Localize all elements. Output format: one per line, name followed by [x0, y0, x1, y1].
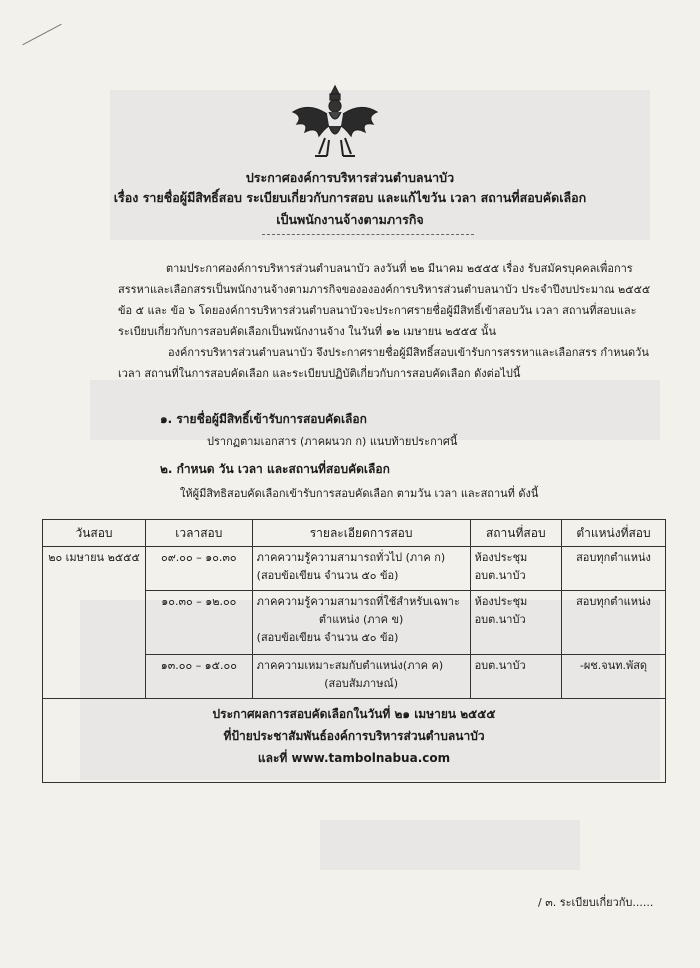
exam-position: สอบทุกตำแหน่ง: [576, 595, 651, 608]
exam-detail-line: (สอบข้อเขียน จำนวน ๕๐ ข้อ): [256, 569, 399, 582]
results-website-line: และที่ www.tambolnabua.com: [257, 751, 451, 765]
exam-place-line: อบต.นาบัว: [474, 659, 526, 672]
section-2-title: ๒. กำหนด วัน เวลา และสถานที่สอบคัดเลือก: [160, 462, 390, 476]
exam-time-cell: [146, 591, 253, 655]
exam-position-cell: [561, 591, 665, 655]
exam-place-cell: [470, 591, 561, 655]
exam-time: ๑๓.๐๐ – ๑๕.๐๐: [160, 659, 237, 672]
continued-on-next-page: / ๓. ระเบียบเกี่ยวกับ......: [538, 896, 654, 909]
exam-detail-line: ภาคความรู้ความสามารถทั่วไป (ภาค ก): [256, 551, 446, 564]
column-header-date: วันสอบ: [43, 520, 146, 547]
section-2-text: ให้ผู้มีสิทธิสอบคัดเลือกเข้ารับการสอบคัดเลือก ตามวัน เวลา และสถานที่ ดังนี้: [180, 487, 539, 500]
exam-place-line: อบต.นาบัว: [474, 569, 526, 582]
exam-detail-cell: [252, 591, 470, 655]
results-announcement-box: [42, 699, 666, 783]
exam-date: ๒๐ เมษายน ๒๕๕๕: [48, 551, 140, 564]
announcement-subject-line2: เป็นพนักงานจ้างตามภารกิจ: [276, 212, 424, 227]
pen-mark: [22, 24, 61, 46]
exam-detail-cell: [252, 547, 470, 591]
exam-time: ๐๙.๐๐ – ๑๐.๓๐: [161, 551, 237, 564]
announcement-subject: เรื่อง รายชื่อผู้มีสิทธิ์สอบ ระเบียบเกี่ยวกับการสอบ และแก้ไขวัน เวลา สถานที่สอบคัดเลือก: [113, 190, 587, 205]
exam-detail-line: ตำแหน่ง (ภาค ข): [318, 613, 404, 626]
exam-time: ๑๐.๓๐ – ๑๒.๐๐: [161, 595, 237, 608]
column-header-position: ตำแหน่งที่สอบ: [561, 520, 665, 547]
table-row: [43, 547, 666, 591]
exam-time-cell: [146, 547, 253, 591]
exam-date-cell: [43, 547, 146, 699]
exam-detail-line: ภาคความรู้ความสามารถที่ใช้สำหรับเฉพาะ: [256, 595, 460, 608]
header-divider: [262, 234, 474, 235]
results-date-line: ประกาศผลการสอบคัดเลือกในวันที่ ๒๑ เมษายน ๒๕๕๕: [212, 707, 496, 721]
column-header-place: สถานที่สอบ: [470, 520, 561, 547]
body-paragraph-2: องค์การบริหารส่วนตำบลนาบัว จึงประกาศรายชื่อผู้มีสิทธิ์สอบเข้ารับการสรรหาและเลือกสรร กำหนดวัน เวลา สถานที่ในการสอบคัดเลือก และระเบียบปฏิบัติเกี่ยวกับการสอบคัดเลือก ดังต่อไปนี้: [118, 346, 649, 380]
section-1-title: ๑. รายชื่อผู้มีสิทธิ์เข้ารับการสอบคัดเลือก: [160, 412, 367, 426]
column-header-detail: รายละเอียดการสอบ: [252, 520, 470, 547]
garuda-emblem-icon: [289, 82, 381, 160]
exam-time-cell: [146, 655, 253, 699]
section-1-text: ปรากฏตามเอกสาร (ภาคผนวก ก) แนบท้ายประกาศนี้: [207, 435, 458, 448]
exam-place-cell: [470, 547, 561, 591]
announcement-heading: ประกาศองค์การบริหารส่วนตำบลนาบัว: [245, 170, 455, 185]
exam-place-cell: [470, 655, 561, 699]
exam-schedule-table: [42, 519, 666, 699]
exam-position: สอบทุกตำแหน่ง: [576, 551, 651, 564]
exam-detail-line: ภาคความเหมาะสมกับตำแหน่ง(ภาค ค): [256, 659, 444, 672]
exam-position-cell: [561, 547, 665, 591]
exam-detail-line: (สอบข้อเขียน จำนวน ๕๐ ข้อ): [256, 631, 399, 644]
show-through-signature: [320, 820, 580, 870]
exam-place-line: อบต.นาบัว: [474, 613, 526, 626]
exam-detail-cell: [252, 655, 470, 699]
exam-place-line: ห้องประชุม: [474, 595, 528, 608]
exam-detail-line: (สอบสัมภาษณ์): [324, 677, 398, 690]
exam-position: -ผช.จนท.พัสดุ: [579, 659, 648, 672]
column-header-time: เวลาสอบ: [146, 520, 253, 547]
exam-position-cell: [561, 655, 665, 699]
exam-place-line: ห้องประชุม: [474, 551, 528, 564]
table-header-row: [43, 520, 666, 547]
body-paragraph-1: ตามประกาศองค์การบริหารส่วนตำบลนาบัว ลงวันที่ ๒๒ มีนาคม ๒๕๕๕ เรื่อง รับสมัครบุคคลเพื่อการสรรหาและเลือกสรรเป็นพนักงานจ้างตามภารกิจของององค์การบริหารส่วนตำบลนาบัว ประจำปีงบประมาณ ๒๕๕๕ ข้อ ๕ และ ข้อ ๖ โดยองค์การบริหารส่วนตำบลนาบัวจะประกาศรายชื่อผู้มีสิทธิ์เข้าสอบวัน เวลา สถานที่สอบและระเบียบเกี่ยวกับการสอบคัดเลือกเป็นพนักงานจ้าง ในวันที่ ๑๒ เมษายน ๒๕๕๕ นั้น: [118, 262, 651, 338]
results-location-line: ที่ป้ายประชาสัมพันธ์องค์การบริหารส่วนตำบลนาบัว: [223, 729, 485, 743]
